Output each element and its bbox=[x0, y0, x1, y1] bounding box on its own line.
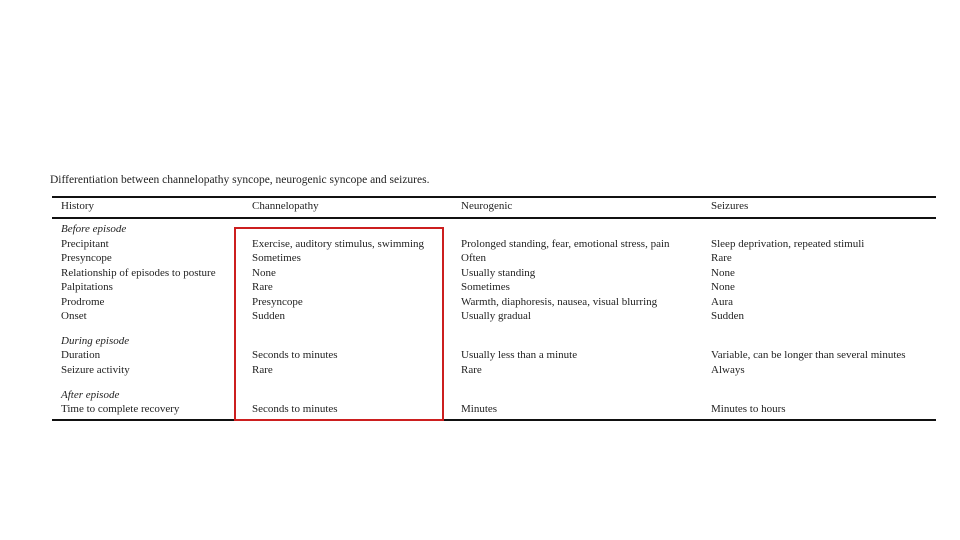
row-channelopathy: Sudden bbox=[252, 310, 285, 322]
row-channelopathy: Rare bbox=[252, 281, 273, 293]
table-caption: Differentiation between channelopathy syncope, neurogenic syncope and seizures. bbox=[50, 174, 430, 186]
row-label: Duration bbox=[61, 349, 101, 361]
row-channelopathy: Exercise, auditory stimulus, swimming bbox=[252, 238, 425, 250]
row-channelopathy: Sometimes bbox=[252, 252, 301, 264]
header-rule bbox=[52, 217, 936, 219]
row-seizures: None bbox=[711, 267, 735, 279]
row-neurogenic: Warmth, diaphoresis, nausea, visual blurring bbox=[461, 296, 658, 308]
row-label: Relationship of episodes to posture bbox=[61, 267, 216, 279]
row-label: Onset bbox=[61, 310, 87, 322]
row-channelopathy: None bbox=[252, 267, 276, 279]
row-seizures: Variable, can be longer than several minutes bbox=[711, 349, 906, 361]
row-label: Presyncope bbox=[61, 252, 112, 264]
row-label: Prodrome bbox=[61, 296, 105, 308]
row-seizures: Rare bbox=[711, 252, 732, 264]
row-label: Seizure activity bbox=[61, 364, 130, 376]
row-seizures: Sleep deprivation, repeated stimuli bbox=[711, 238, 865, 250]
row-channelopathy: Presyncope bbox=[252, 296, 303, 308]
header-history: History bbox=[61, 200, 94, 212]
bottom-rule bbox=[52, 419, 936, 421]
row-neurogenic: Usually gradual bbox=[461, 310, 531, 322]
row-neurogenic: Usually standing bbox=[461, 267, 536, 279]
row-label: Time to complete recovery bbox=[61, 403, 180, 415]
row-seizures: Sudden bbox=[711, 310, 744, 322]
header-seizures: Seizures bbox=[711, 200, 749, 212]
channelopathy-highlight-box bbox=[234, 227, 444, 421]
row-seizures: Minutes to hours bbox=[711, 403, 786, 415]
section-before-episode: Before episode bbox=[61, 223, 127, 235]
row-channelopathy: Seconds to minutes bbox=[252, 349, 338, 361]
section-during-episode: During episode bbox=[61, 335, 130, 347]
row-neurogenic: Rare bbox=[461, 364, 482, 376]
row-channelopathy: Rare bbox=[252, 364, 273, 376]
top-rule bbox=[52, 196, 936, 198]
row-label: Palpitations bbox=[61, 281, 113, 293]
row-label: Precipitant bbox=[61, 238, 109, 250]
section-after-episode: After episode bbox=[61, 389, 120, 401]
row-seizures: Aura bbox=[711, 296, 733, 308]
row-neurogenic: Often bbox=[461, 252, 487, 264]
row-seizures: None bbox=[711, 281, 735, 293]
row-neurogenic: Minutes bbox=[461, 403, 498, 415]
row-seizures: Always bbox=[711, 364, 745, 376]
row-neurogenic: Sometimes bbox=[461, 281, 510, 293]
row-neurogenic: Prolonged standing, fear, emotional stress, pain bbox=[461, 238, 670, 250]
header-neurogenic: Neurogenic bbox=[461, 200, 513, 212]
row-neurogenic: Usually less than a minute bbox=[461, 349, 578, 361]
row-channelopathy: Seconds to minutes bbox=[252, 403, 338, 415]
header-channelopathy: Channelopathy bbox=[252, 200, 319, 212]
